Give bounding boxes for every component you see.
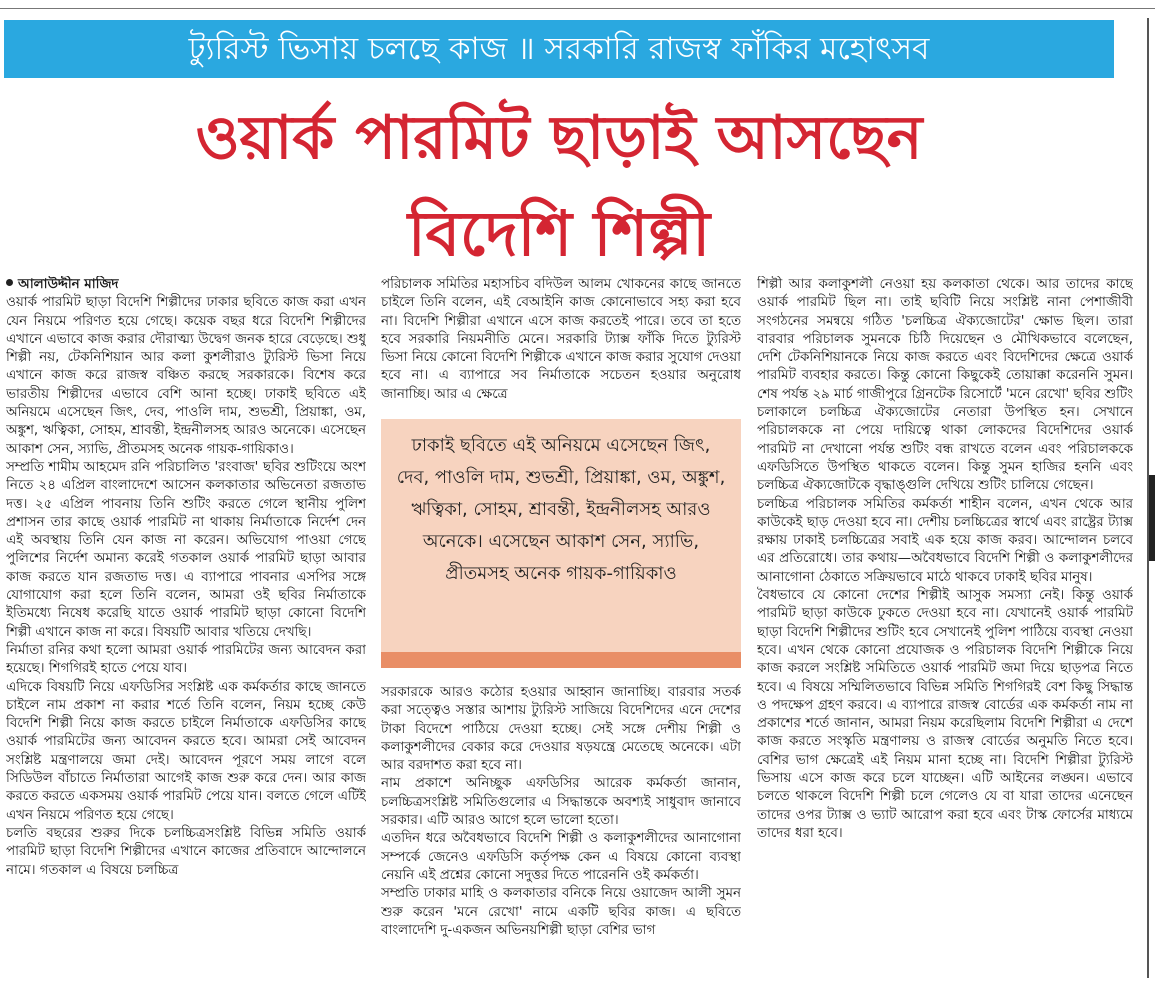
bullet-icon [6, 279, 13, 286]
paragraph: সম্প্রতি ঢাকার মাহি ও কলকাতার বনিকে নিয়ে ওয়াজেদ আলী সুমন শুরু করেন 'মনে রেখো' নামে একটি ছবির কাজ। এ ছবিতে বাংলাদেশি দু-একজন অভিনয়শিল্পী ছাড়া বেশির ভাগ [381, 886, 741, 938]
paragraph: বৈধভাবে যে কোনো দেশের শিল্পীই আসুক সমস্যা নেই। কিন্তু ওয়ার্ক পারমিট ছাড়া কাউকে ঢুকতে দেওয়া হবে না। যেখানেই ওয়ার্ক পারমিট ছাড়া বিদেশি শিল্পীদের শুটিং হবে সেখানেই পুলিশ পাঠিয়ে ব্যবস্থা নেওয়া হবে। এখন থেকে কোনো প্রযোজক ও পরিচালক বিদেশি শিল্পীকে নিয়ে কাজ করলে সংশ্লিষ্ট সমিতিতে ওয়ার্ক পারমিট জমা দিয়ে ছাড়পত্র নিতে হবে। এ বিষয়ে সম্মিলিতভাবে বিভিন্ন সমিতি শিগগিরই বেশ কিছু সিদ্ধান্ত ও পদক্ষেপ গ্রহণ করবে। এ ব্যাপারে রাজস্ব বোর্ডের এক কর্মকর্তা নাম না প্রকাশের শর্তে জানান, আমরা নিয়ম করেছিলাম বিদেশি শিল্পীরা এ দেশে কাজ করতে সংস্কৃতি মন্ত্রণালয় ও রাজস্ব বোর্ডের অনুমতি নিতে হবে। বেশির ভাগ ক্ষেত্রেই এই নিয়ম মানা হচ্ছে না। বিদেশি শিল্পীরা ট্যুরিস্ট ভিসায় এসে কাজ করে চলে যাচ্ছেন। এটি আইনের লঙ্ঘন। এভাবে চলতে থাকলে বিদেশি শিল্পী চলে গেলেও যে বা যারা তাদের এনেছেন তাদের ওপর ট্যাক্স ও ভ্যাট আরোপ করা হবে এবং টাস্ক ফোর্সের মাধ্যমে তাদের ধরা হবে। [757, 588, 1133, 841]
paragraph: ওয়ার্ক পারমিট ছাড়া বিদেশি শিল্পীদের ঢাকার ছবিতে কাজ করা এখন যেন নিয়মে পরিণত হয়ে গেছে। কয়েক বছর ধরে বিদেশি শিল্পীদের এখানে এভাবে কাজ করার দৌরাত্ম্য উদ্বেগ জনক হারে বেড়েছে। শুধু শিল্পী নয়, টেকনিশিয়ান আর কলা কুশলীরাও ট্যুরিস্ট ভিসা নিয়ে এখানে কাজ করে রাজস্ব বঞ্চিত করছে সরকারকে। বিশেষ করে ভারতীয় শিল্পীদের এভাবে বেশি আনা হচ্ছে। ঢাকাই ছবিতে এই অনিয়মে এসেছেন জিৎ, দেব, পাওলি দাম, শুভশ্রী, প্রিয়াঙ্কা, ওম, অঙ্কুশ, ঋত্বিকা, সোহম, শ্রাবন্তী, ইন্দ্রনীলসহ আরও অনেকে। এসেছেন আকাশ সেন, স্যাভি, প্রীতমসহ অনেক গায়ক-গায়িকাও। [6, 295, 366, 457]
pull-quote-text: ঢাকাই ছবিতে এই অনিয়মে এসেছেন জিৎ, দেব, পাওলি দাম, শুভশ্রী, প্রিয়াঙ্কা, ওম, অঙ্কুশ, ঋত্বিকা, সোহম, শ্রাবন্তী, ইন্দ্রনীলসহ আরও অনেকে। এসেছেন আকাশ সেন, স্যাভি, প্রীতমসহ অনেক গায়ক-গায়িকাও [396, 435, 726, 584]
paragraph: এতদিন ধরে অবৈধভাবে বিদেশি শিল্পী ও কলাকুশলীদের আনাগোনা সম্পর্কে জেনেও এফডিসি কর্তৃপক্ষ কেন এ বিষয়ে কোনো ব্যবস্থা নেয়নি এই প্রশ্নের কোনো সদুত্তর দিতে পারেননি ওই কর্মকর্তা। [381, 831, 741, 883]
paragraph: সরকারকে আরও কঠোর হওয়ার আহ্বান জানাচ্ছি। বারবার সতর্ক করা সত্ত্বেও সস্তার আশায় ট্যুরিস্ট সাজিয়ে বিদেশিদের এনে দেশের টাকা বিদেশে পাঠিয়ে দেওয়া হচ্ছে। সেই সঙ্গে দেশীয় শিল্পী ও কলাকুশলীদের বেকার করে দেওয়ার ষড়যন্ত্রে মেতেছে অনেকে। এটা আর বরদাশত করা হবে না। [381, 685, 741, 774]
byline [6, 276, 366, 294]
article-column-1 [6, 276, 366, 978]
headline [4, 90, 1114, 282]
top-rule [0, 8, 1155, 9]
paragraph: নির্মাতা রনির কথা হলো আমরা ওয়ার্ক পারমিটের জন্য আবেদন করা হয়েছে। শিগগিরই হাতে পেয়ে যাব। [6, 642, 366, 677]
byline-author: আলাউদ্দীন মাজিদ [18, 277, 119, 292]
paragraph: নাম প্রকাশে অনিচ্ছুক এফডিসির আরেক কর্মকর্তা জানান, চলচ্চিত্রসংশ্লিষ্ট সমিতিগুলোর এ সিদ্ধান্তকে অবশ্যই সাধুবাদ জানাবে সরকার। এটি আরও আগে হলে ভালো হতো। [381, 776, 741, 829]
pull-quote-box [381, 419, 741, 668]
paragraph: শিল্পী আর কলাকুশলী নেওয়া হয় কলকাতা থেকে। আর তাদের কাছে ওয়ার্ক পারমিট ছিল না। তাই ছবিটি নিয়ে সংশ্লিষ্ট নানা পেশাজীবী সংগঠনের সমন্বয়ে গঠিত 'চলচ্চিত্র ঐক্যজোটের' ক্ষোভ ছিল। তারা বারবার পরিচালক সুমনকে চিঠি দিয়েছেন ও মৌখিকভাবে বলেছেন, দেশি টেকনিশিয়ানকে নিয়ে কাজ করতে এবং বিদেশিদের ক্ষেত্রে ওয়ার্ক পারমিট ব্যবহার করতে। কিন্তু কোনো কিছুকেই তোয়াক্কা করেননি সুমন। শেষ পর্যন্ত ২৯ মার্চ গাজীপুরে গ্রিনটেক রিসোর্টে 'মনে রেখো' ছবির শুটিং চলাকালে চলচ্চিত্র ঐক্যজোটের নেতারা উপস্থিত হন। সেখানে পরিচালককে না পেয়ে দায়িত্বে থাকা লোকদের বিদেশিদের ওয়ার্ক পারমিট না দেখানো পর্যন্ত শুটিং বন্ধ রাখতে বলেন এবং পরিচালককে এফডিসিতে উপস্থিত থাকতে বলেন। কিন্তু সুমন হাজির হননি এবং চলচ্চিত্র ঐক্যজোটকে বৃদ্ধাঙ্গুলি দেখিয়ে শুটিং চালিয়ে গেছেন। [757, 277, 1133, 494]
headline-line-1: ওয়ার্ক পারমিট ছাড়াই আসছেন [195, 103, 923, 173]
paragraph: চলচ্চিত্র পরিচালক সমিতির কর্মকর্তা শাহীন বলেন, এখন থেকে আর কাউকেই ছাড় দেওয়া হবে না। দেশীয় চলচ্চিত্রের স্বার্থে এবং রাষ্ট্রের ট্যাক্স রক্ষায় ঢাকাই চলচ্চিত্রের সবাই এক হয়ে কাজ করব। আন্দোলন চলবে এর প্রতিরোধে। তার কথায়—অবৈধভাবে বিদেশি শিল্পী ও কলাকুশলীদের আনাগোনা ঠেকাতে সক্রিয়ভাবে মাঠে থাকবে ঢাকাই ছবির মানুষ। [757, 496, 1133, 585]
page-edge-marker [1149, 475, 1155, 561]
article-column-2-top [381, 276, 741, 416]
paragraph: সম্প্রতি শামীম আহমেদ রনি পরিচালিত 'রংবাজ' ছবির শুটিংয়ে অংশ নিতে ২৪ এপ্রিল বাংলাদেশে আসেন কলকাতার অভিনেতা রজতাভ দত্ত। ২৫ এপ্রিল পাবনায় তিনি শুটিং করতে গেলে স্থানীয় পুলিশ প্রশাসন তার কাছে ওয়ার্ক পারমিট না থাকায় নির্মাতাকে নির্দেশ দেন এই অবস্থায় তিনি যেন কাজ না করেন। অভিযোগ পাওয়া গেছে পুলিশের নির্দেশ অমান্য করেই গতকাল ওয়ার্ক পারমিট ছাড়া আবার কাজ করতে যান রজতাভ দত্ত। এ ব্যাপারে পাবনার এসপির সঙ্গে যোগাযোগ করা হলে তিনি বলেন, আমরা ওই ছবির নির্মাতাকে ইতিমধ্যে নিষেধ করেছি যাতে ওয়ার্ক পারমিট ছাড়া কোনো বিদেশি শিল্পী এখানে কাজ না করে। বিষয়টি আবার খতিয়ে দেখছি। [6, 459, 366, 640]
headline-line-2: বিদেশি শিল্পী [407, 197, 711, 270]
article-column-3 [757, 276, 1133, 978]
paragraph: পরিচালক সমিতির মহাসচিব বদিউল আলম খোকনের কাছে জানতে চাইলে তিনি বলেন, এই বেআইনি কাজ কোনোভাবে সহ্য করা হবে না। বিদেশি শিল্পীরা এখানে এসে কাজ করতেই পারে। তবে তা হতে হবে সরকারি নিয়মনীতি মেনে। সরকারি ট্যাক্স ফাঁকি দিতে ট্যুরিস্ট ভিসা নিয়ে কোনো বিদেশি শিল্পীকে এখানে কাজ করার সুযোগ দেওয়া হবে না। এ ব্যাপারে সব নির্মাতাকে সচেতন হওয়ার অনুরোধ জানাচ্ছি। আর এ ক্ষেত্রে [381, 277, 741, 402]
paragraph: এদিকে বিষয়টি নিয়ে এফডিসির সংশ্লিষ্ট এক কর্মকর্তার কাছে জানতে চাইলে নাম প্রকাশ না করার শর্তে তিনি বলেন, নিয়ম হচ্ছে কেউ বিদেশি শিল্পী নিয়ে কাজ করতে চাইলে নির্মাতাকে এফডিসির কাছে ওয়ার্ক পারমিটের জন্য আবেদন করতে হবে। আমরা সেই আবেদন সংশ্লিষ্ট মন্ত্রণালয়ে জমা দেই। আবেদন পূরণে সময় লাগে বলে সিডিউল বাঁচাতে নির্মাতারা আগেই কাজ শুরু করে দেন। আর কাজ করতে করতে একসময় ওয়ার্ক পারমিট পেয়ে যান। বলতে গেলে এটিই এখন নিয়মে পরিণত হয়ে গেছে। [6, 679, 366, 823]
kicker-banner: ট্যুরিস্ট ভিসায় চলছে কাজ ॥ সরকারি রাজস্ব ফাঁকির মহোৎসব [4, 20, 1114, 78]
paragraph: চলতি বছরের শুরুর দিকে চলচ্চিত্রসংশ্লিষ্ট বিভিন্ন সমিতি ওয়ার্ক পারমিট ছাড়া বিদেশি শিল্পীদের এখানে কাজের প্রতিবাদে আন্দোলনে নামে। গতকাল এ বিষয়ে চলচ্চিত্র [6, 825, 366, 878]
article-column-2-bottom [381, 684, 741, 978]
